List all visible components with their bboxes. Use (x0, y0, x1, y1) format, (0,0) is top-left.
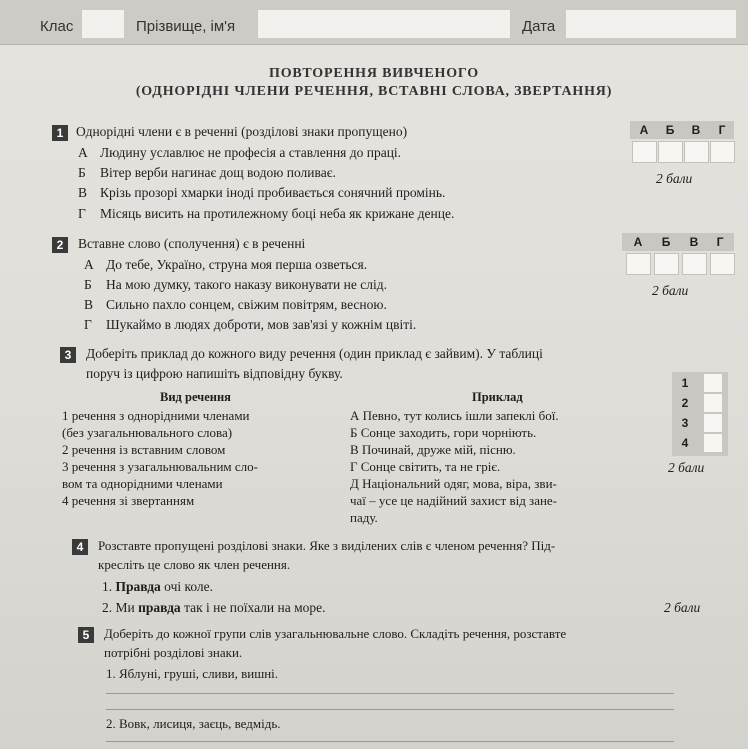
q2-option-h: Г Шукаймо в людях доброти, мов зав'язі у кожнім цвіті. (84, 317, 417, 332)
question-3-text-line2: поруч із цифрою напишіть відповідну букву. (86, 366, 343, 381)
q3-type-1-cont: (без узагальнювального слова) (62, 425, 233, 440)
q3-cell-3[interactable] (704, 414, 722, 432)
question-1-text: Однорідні члени є в реченні (розділові знаки пропущено) (76, 124, 408, 139)
q2-option-a: А До тебе, Україно, струна моя перша озветься. (84, 257, 368, 272)
q2-score: 2 бали (652, 283, 689, 298)
q3-type-1: 1 речення з однорідними членами (62, 408, 250, 423)
q1-cell-a[interactable] (632, 141, 657, 163)
q1-option-b: Б Вітер верби нагинає дощ водою поливає. (78, 165, 336, 180)
q3-example-b: Б Сонце заходить, гори чорніють. (350, 425, 537, 440)
class-field[interactable] (82, 10, 124, 38)
page-title: ПОВТОРЕННЯ ВИВЧЕНОГО (269, 66, 479, 81)
q4-item-2: 2. Ми правда так і не поїхали на море. (102, 600, 326, 615)
q1-option-h: Г Місяць висить на протилежному боці неба як крижане денце. (78, 206, 455, 221)
q2-answer-header: А Б В Г (622, 233, 734, 251)
q3-example-d: Д Національний одяг, мова, віра, зви- (350, 476, 557, 491)
question-4-text-line2: кресліть це слово як член речення. (98, 557, 291, 572)
q3-num-3: 3 (681, 416, 689, 430)
q3-num-4: 4 (681, 436, 689, 450)
q5-answer-line-1[interactable] (106, 693, 674, 694)
q3-left-heading: Вид речення (160, 390, 231, 404)
q3-type-2: 2 речення із вставним словом (62, 442, 226, 457)
q1-cell-v[interactable] (684, 141, 709, 163)
question-5-number: 5 (78, 627, 94, 643)
question-3-text-line1: Доберіть приклад до кожного виду речення (один приклад є зайвим). У таблиці (86, 346, 543, 361)
q2-cell-v[interactable] (682, 253, 707, 275)
date-label: Дата (522, 18, 556, 35)
q3-right-heading: Приклад (472, 390, 523, 404)
question-5-text-line2: потрібні розділові знаки. (104, 645, 243, 660)
date-field[interactable] (566, 10, 736, 38)
q1-option-v: В Крізь прозорі хмарки іноді пробивається сонячний промінь. (78, 185, 446, 200)
class-label: Клас (40, 18, 74, 35)
page-subtitle: (ОДНОРІДНІ ЧЛЕНИ РЕЧЕННЯ, ВСТАВНІ СЛОВА, ЗВЕРТАННЯ) (135, 84, 613, 99)
header-strip (0, 0, 748, 45)
q5-answer-line-2[interactable] (106, 709, 674, 710)
q2-cell-a[interactable] (626, 253, 651, 275)
q2-option-v: В Сильно пахло сонцем, свіжим повітрям, весною. (84, 297, 387, 312)
q2-option-b: Б На мою думку, такого наказу виконувати не слід. (84, 277, 387, 292)
q3-cell-2[interactable] (704, 394, 722, 412)
question-4-text-line1: Розставте пропущені розділові знаки. Яке з виділених слів є членом речення? Під- (98, 538, 556, 553)
q1-score: 2 бали (656, 171, 693, 186)
q4-item-1: 1. Правда очі коле. (102, 579, 214, 594)
q3-example-a: А Певно, тут колись ішли запеклі бої. (350, 408, 559, 423)
q3-example-v: В Починай, друже мій, пісню. (350, 442, 516, 457)
q3-type-4: 4 речення зі звертанням (62, 493, 195, 508)
q3-type-3: 3 речення з узагальнювальним сло- (62, 459, 258, 474)
question-5-text-line1: Доберіть до кожної групи слів узагальнювальне слово. Складіть речення, розставте (104, 626, 567, 641)
q3-cell-4[interactable] (704, 434, 722, 452)
q5-item-1: 1. Яблуні, груші, сливи, вишні. (106, 666, 279, 681)
question-4-number: 4 (72, 539, 88, 555)
q1-option-a: А Людину уславлює не професія а ставлення до праці. (78, 145, 402, 160)
q1-answer-header: А Б В Г (630, 121, 734, 139)
q4-score: 2 бали (664, 600, 701, 615)
q3-type-3-cont: вом та однорідними членами (62, 476, 223, 491)
q3-cell-1[interactable] (704, 374, 722, 392)
q1-cell-h[interactable] (710, 141, 735, 163)
q3-example-h: Г Сонце світить, та не гріє. (350, 459, 501, 474)
q2-cell-b[interactable] (654, 253, 679, 275)
name-label: Прізвище, ім'я (136, 18, 236, 35)
question-2-text: Вставне слово (сполучення) є в реченні (78, 236, 306, 251)
q3-num-1: 1 (681, 376, 689, 390)
q3-example-d-cont: чаї – усе це надійний захист від зане- (350, 493, 558, 508)
question-2-number: 2 (52, 237, 68, 253)
q1-cell-b[interactable] (658, 141, 683, 163)
q3-example-d-cont2: паду. (350, 510, 378, 525)
q3-num-2: 2 (681, 396, 689, 410)
question-3-number: 3 (60, 347, 76, 363)
name-field[interactable] (258, 10, 510, 38)
q2-cell-h[interactable] (710, 253, 735, 275)
question-1-number: 1 (52, 125, 68, 141)
q5-item-2: 2. Вовк, лисиця, заєць, ведмідь. (106, 716, 281, 731)
q5-answer-line-3[interactable] (106, 741, 674, 742)
q3-score: 2 бали (668, 460, 705, 475)
